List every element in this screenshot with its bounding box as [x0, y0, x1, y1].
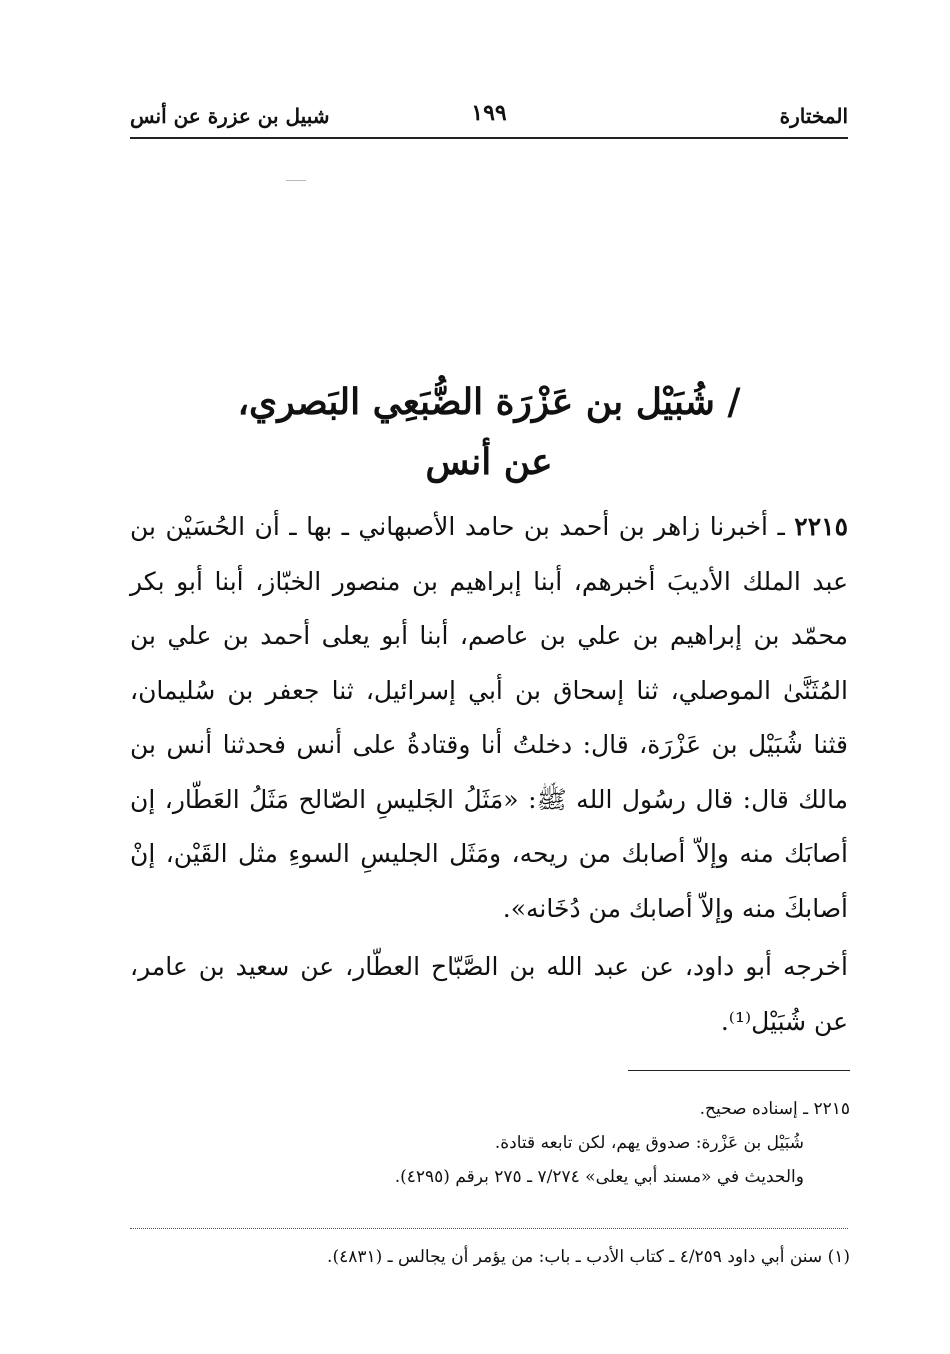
section-title: شبيل بن عزرة عن أنس: [130, 104, 330, 128]
chapter-title: [130, 372, 848, 492]
footnote-rule: [130, 1228, 848, 1229]
footnote: (١) سنن أبي داود ٤/٢٥٩ ـ كتاب الأدب ـ باب: من يؤمر أن يجالس ـ (٤٨٣١).: [327, 1247, 850, 1267]
hadith-text: ـ أخبرنا زاهر بن أحمد بن حامد الأصبهاني ـ بها ـ أن الحُسَيْن بن عبد الملك الأديبَ أخبرهم، أبنا إبراهيم بن منصور الخبّاز، أبنا أبو بكر محمّد بن إبراهيم بن علي بن عاصم، أبنا أبو يعلى أحمد بن علي بن المُثَنَّىٰ الموصلي، ثنا إسحاق بن أبي إسرائيل، ثنا جعفر بن سُليمان، قثنا شُبَيْل بن عَزْرَة، قال: دخلتُ أنا وقتادةُ على أنس فحدثنا أنس بن مالك قال: قال رسُول الله ﷺ: «مَثَلُ الجَليسِ الصّالح مَثَلُ العَطّار، إن أصابَك منه وإلاّ أصابك من ريحه، ومَثَل الجليسِ السوءِ مثل القَيْن، إنْ أصابكَ منه وإلاّ أصابك من دُخَانه».: [130, 512, 849, 923]
running-header: [130, 100, 848, 136]
scan-speck: [286, 180, 306, 181]
chapter-title-line2: عن أنس: [425, 441, 553, 483]
chapter-title-line1: / شُبَيْل بن عَزْرَة الضُّبَعِي البَصري،: [237, 381, 741, 423]
note-line-3: والحديث في «مسند أبي يعلى» ٧/٢٧٤ ـ ٢٧٥ برقم (٤٢٩٥).: [394, 1167, 804, 1187]
book-title: المختارة: [779, 104, 848, 128]
main-text: [130, 500, 848, 1049]
header-rule: [130, 137, 848, 139]
hadith-number: ٢٢١٥: [794, 512, 849, 541]
notes-rule: [628, 1070, 850, 1071]
hadith-paragraph: [130, 500, 848, 936]
editor-notes: [230, 1092, 850, 1194]
page-number: ١٩٩: [471, 100, 507, 126]
note-line-1: ٢٢١٥ ـ إسناده صحيح.: [699, 1099, 850, 1119]
note-line-2: شُبَيْل بن عَزْرة: صدوق يهم، لكن تابعه قتادة.: [494, 1133, 804, 1153]
takhrij-paragraph: أخرجه أبو داود، عن عبد الله بن الصَّبّاح العطّار، عن سعيد بن عامر، عن شُبَيْل⁽¹⁾.: [130, 952, 848, 1036]
